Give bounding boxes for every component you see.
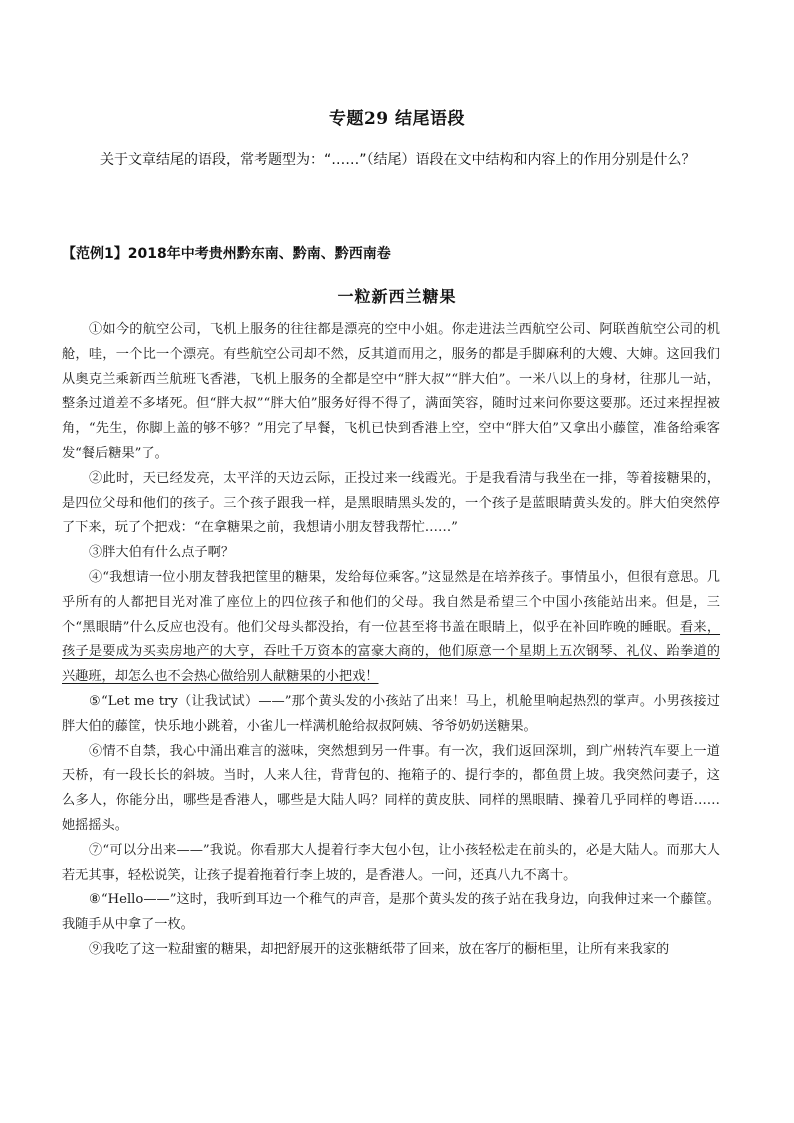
paragraph-7: ⑦“可以分出来——”我说。你看那大人提着行李大包小包，让小孩轻松走在前头的，必是大陆人。而那大人若无其事，轻松说笑，让孩子提着拖着行李上坡的，是香港人。一问，还真八九不离十。 — [62, 842, 720, 883]
article-title: 一粒新西兰糖果 — [337, 287, 457, 306]
paragraph-1: ①如今的航空公司，飞机上服务的往往都是漂亮的空中小姐。你走进法兰西航空公司、阿联酋航空公司的机舱，哇，一个比一个漂亮。有些航空公司却不然，反其道而用之，服务的都是手脚麻利的大嫂、大婶。这回我们从奥克兰乘新西兰航班飞香港，飞机上服务的全都是空中“胖大叔”“胖大伯”。一米八以上的身材，往那儿一站，整条过道差不多堵死。但“胖大叔”“胖大伯”服务好得不得了，满面笑容，随时过来问你要这要那。还过来捏捏被角，“先生，你脚上盖的够不够？”用完了早餐，飞机已快到香港上空，空中“胖大伯”又拿出小藤筐，准备给乘客发“餐后糖果”了。 — [62, 322, 720, 461]
paragraph-5: ⑤“Let me try（让我试试）——”那个黄头发的小孩站了出来！马上，机舱里响起热烈的掌声。小男孩接过胖大伯的藤筐，快乐地小跳着，小雀儿一样满机舱给叔叔阿姨、爷爷奶奶送糖果。 — [62, 693, 720, 734]
article-body — [62, 318, 720, 963]
paragraph-2: ②此时，天已经发亮，太平洋的天边云际，正投过来一线霞光。于是我看清与我坐在一排，等着接糖果的，是四位父母和他们的孩子。三个孩子跟我一样，是黑眼睛黑头发的，一个孩子是蓝眼睛黄头发的。胖大伯突然停了下来，玩了个把戏：“在拿糖果之前，我想请小朋友替我帮忙……” — [62, 470, 720, 536]
paragraph-4-text: ④“我想请一位小朋友替我把筐里的糖果，发给每位乘客。”这显然是在培养孩子。事情虽小，但很有意思。几乎所有的人都把目光对准了座位上的四位孩子和他们的父母。我自然是希望三个中国小孩能站出来。但是，三个“黑眼睛”什么反应也没有。他们父母头都没抬，有一位甚至将书盖在眼睛上，似乎在补回昨晚的睡眠。 — [62, 569, 720, 635]
paragraph-3: ③胖大伯有什么点子啊？ — [89, 545, 235, 561]
paragraph-9: ⑨我吃了这一粒甜蜜的糖果，却把舒展开的这张糖纸带了回来，放在客厅的橱柜里，让所有来我家的 — [89, 941, 670, 957]
paragraph-8: ⑧“Hello——”这时，我听到耳边一个稚气的声音，是那个黄头发的孩子站在我身边，向我伸过来一个藤筐。我随手从中拿了一枚。 — [62, 892, 720, 933]
page-title: 专题29 结尾语段 — [328, 109, 466, 129]
paragraph-6: ⑥情不自禁，我心中涌出难言的滋味，突然想到另一件事。有一次，我们返回深圳，到广州转汽车要上一道天桥，有一段长长的斜坡。当时，人来人往，背背包的、拖箱子的、提行李的，都鱼贯上坡。我突然问妻子，这么多人，你能分出，哪些是香港人，哪些是大陆人吗？同样的黄皮肤、同样的黑眼睛、操着几乎同样的粤语……她摇摇头。 — [62, 743, 720, 833]
intro-text: 关于文章结尾的语段，常考题型为：“……”（结尾）语段在文中结构和内容上的作用分别是什么？ — [100, 152, 696, 168]
example-label: 【范例1】2018年中考贵州黔东南、黔南、黔西南卷 — [62, 246, 391, 262]
underlined-sentence: 看来，孩子是要成为买卖房地产的大亨，吞吐千万资本的富豪大商的，他们原意一个星期上五次钢琴、礼仪、跆拳道的兴趣班，却怎么也不会热心做给别人献糖果的小把戏！ — [62, 619, 721, 685]
paragraph-4 — [62, 566, 720, 690]
